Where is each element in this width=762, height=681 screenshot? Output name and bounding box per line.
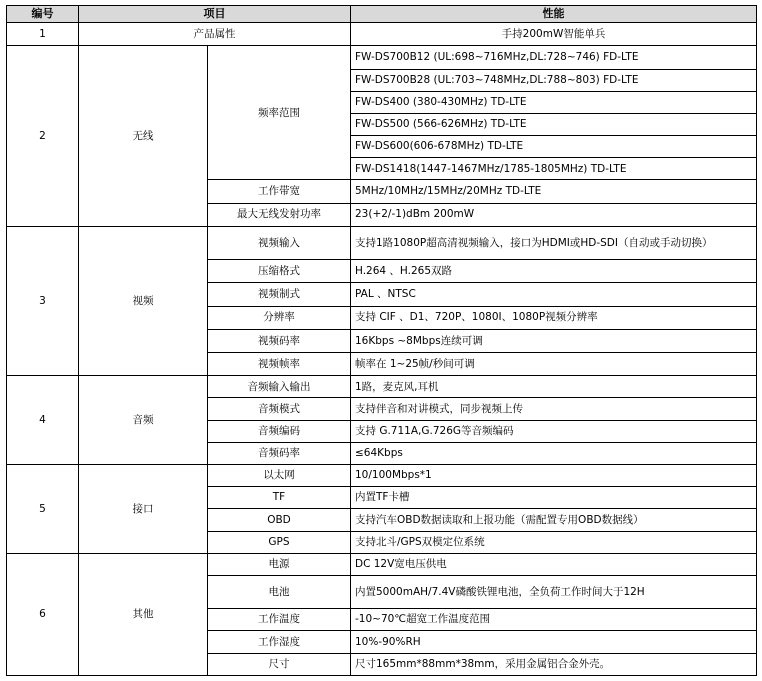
row-number: 6 [7, 553, 79, 675]
sub-item-label: 电源 [208, 553, 351, 575]
row-item: 视频 [79, 226, 208, 375]
row-item: 音频 [79, 376, 208, 465]
spec-value: FW-DS500 (566-626MHz) TD-LTE [351, 113, 757, 135]
row-item: 接口 [79, 464, 208, 553]
spec-value: 支持汽车OBD数据读取和上报功能（需配置专用OBD数据线） [351, 509, 757, 531]
spec-table-body [7, 6, 757, 676]
spec-value: 5MHz/10MHz/15MHz/20MHz TD-LTE [351, 180, 757, 203]
table-row [7, 464, 757, 486]
sub-item-label: 尺寸 [208, 653, 351, 675]
row-item: 无线 [79, 46, 208, 227]
spec-value: 1路，麦克风,耳机 [351, 376, 757, 398]
spec-value: 16Kbps ~8Mbps连续可调 [351, 329, 757, 352]
sub-item-label: 音频输入输出 [208, 376, 351, 398]
spec-value: 内置TF卡槽 [351, 487, 757, 509]
sub-item-label: 工作带宽 [208, 180, 351, 203]
spec-value: 内置5000mAH/7.4V磷酸铁锂电池，全负荷工作时间大于12H [351, 575, 757, 608]
spec-value: 支持1路1080P超高清视频输入，接口为HDMI或HD-SDI（自动或手动切换） [351, 226, 757, 259]
row-item: 产品属性 [79, 23, 351, 46]
sub-item-label: 视频制式 [208, 283, 351, 306]
spec-value: H.264 、H.265双路 [351, 260, 757, 283]
row-number: 3 [7, 226, 79, 375]
spec-value: 支持北斗/GPS双模定位系统 [351, 531, 757, 553]
spec-value: 支持 G.711A,G.726G等音频编码 [351, 420, 757, 442]
table-row [7, 553, 757, 575]
sub-item-label: OBD [208, 509, 351, 531]
sub-item-label: GPS [208, 531, 351, 553]
sub-item-label: 视频帧率 [208, 353, 351, 376]
sub-item-label: 工作温度 [208, 609, 351, 631]
row-number: 1 [7, 23, 79, 46]
spec-value: FW-DS600(606-678MHz) TD-LTE [351, 136, 757, 158]
sub-item-label: 工作湿度 [208, 631, 351, 653]
table-row [7, 23, 757, 46]
sub-item-label: TF [208, 487, 351, 509]
header-performance: 性能 [351, 6, 757, 23]
sub-item-label: 电池 [208, 575, 351, 608]
spec-value: DC 12V宽电压供电 [351, 553, 757, 575]
table-row [7, 46, 757, 69]
spec-value: 帧率在 1~25帧/秒间可调 [351, 353, 757, 376]
sub-item-label: 音频模式 [208, 398, 351, 420]
row-value: 手持200mW智能单兵 [351, 23, 757, 46]
sub-item-label: 频率范围 [208, 46, 351, 180]
sub-item-label: 视频码率 [208, 329, 351, 352]
row-number: 2 [7, 46, 79, 227]
spec-table [6, 5, 757, 676]
spec-value: 尺寸165mm*88mm*38mm，采用金属铝合金外壳。 [351, 653, 757, 675]
sub-item-label: 视频输入 [208, 226, 351, 259]
spec-value: FW-DS400 (380-430MHz) TD-LTE [351, 91, 757, 113]
spec-value: FW-DS1418(1447-1467MHz/1785-1805MHz) TD-LTE [351, 158, 757, 180]
row-number: 5 [7, 464, 79, 553]
spec-value: FW-DS700B12 (UL:698~716MHz,DL:728~746) FD-LTE [351, 46, 757, 69]
sub-item-label: 音频码率 [208, 442, 351, 464]
spec-value: -10~70℃超宽工作温度范围 [351, 609, 757, 631]
spec-value: 23(+2/-1)dBm 200mW [351, 203, 757, 226]
row-number: 4 [7, 376, 79, 465]
sub-item-label: 分辨率 [208, 306, 351, 329]
sub-item-label: 压缩格式 [208, 260, 351, 283]
sub-item-label: 以太网 [208, 464, 351, 486]
spec-value: 10%-90%RH [351, 631, 757, 653]
sub-item-label: 最大无线发射功率 [208, 203, 351, 226]
sub-item-label: 音频编码 [208, 420, 351, 442]
header-no: 编号 [7, 6, 79, 23]
spec-value: PAL 、NTSC [351, 283, 757, 306]
spec-value: 支持 CIF 、D1、720P、1080I、1080P视频分辨率 [351, 306, 757, 329]
spec-value: 支持伴音和对讲模式，同步视频上传 [351, 398, 757, 420]
table-row [7, 376, 757, 398]
spec-value: FW-DS700B28 (UL:703~748MHz,DL:788~803) FD-LTE [351, 69, 757, 91]
spec-value: 10/100Mbps*1 [351, 464, 757, 486]
table-row [7, 226, 757, 259]
header-row [7, 6, 757, 23]
spec-value: ≤64Kbps [351, 442, 757, 464]
header-item: 项目 [79, 6, 351, 23]
row-item: 其他 [79, 553, 208, 675]
